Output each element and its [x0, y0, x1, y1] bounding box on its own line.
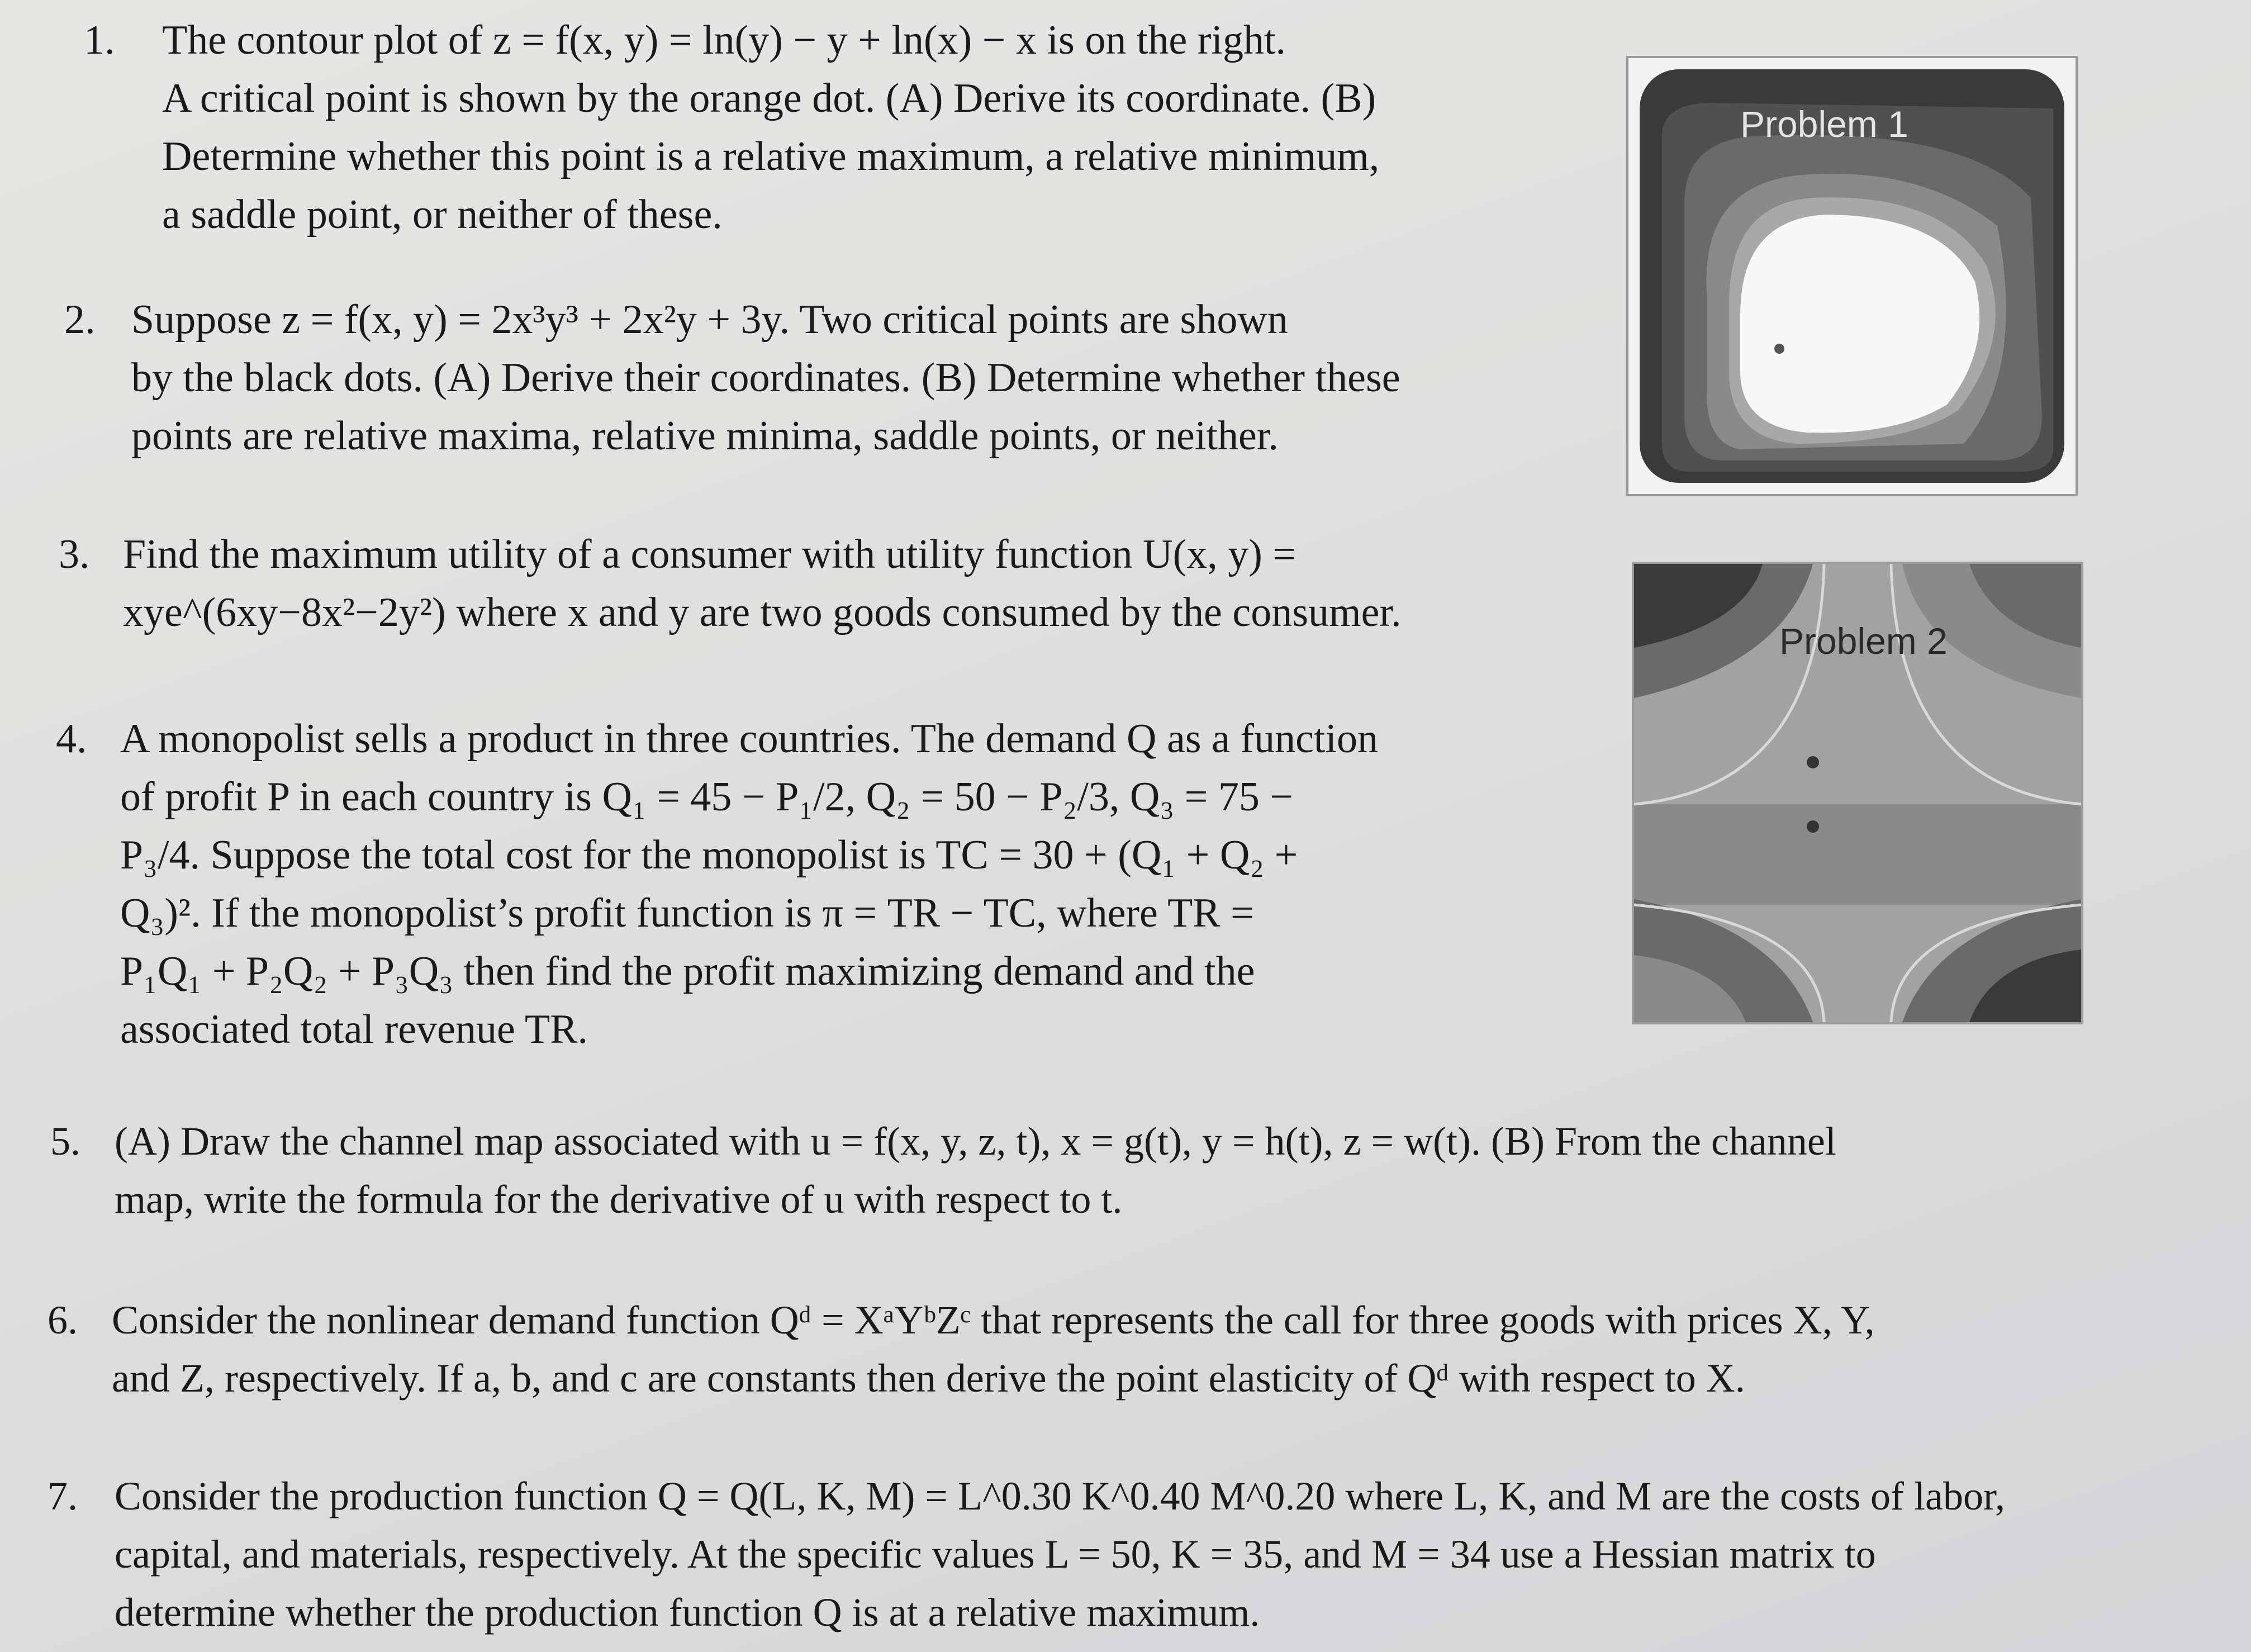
problem-1-line-2: A critical point is shown by the orange dot. (A) Derive its coordinate. (B) — [162, 75, 1376, 121]
critical-point-dot-2 — [1807, 820, 1819, 833]
critical-point-dot-1 — [1807, 756, 1819, 768]
problem-2-line-2: by the black dots. (A) Derive their coordinates. (B) Determine whether these — [131, 355, 1400, 401]
problem-7 — [48, 1467, 2188, 1641]
problem-4-line-3: P₃/4. Suppose the total cost for the monopolist is TC = 30 + (Q₁ + Q₂ + — [120, 832, 1298, 878]
problem-6-line-2: and Z, respectively. If a, b, and c are constants then derive the point elasticity of Qᵈ with respect to X. — [112, 1356, 1745, 1401]
problem-number: 4. — [56, 716, 87, 762]
problem-number: 5. — [50, 1119, 80, 1164]
problem-7-line-1: Consider the production function Q = Q(L, K, M) = L^0.30 K^0.40 M^0.20 where L, K, and M are the costs of labor, — [115, 1474, 2006, 1518]
problem-3 — [59, 525, 1523, 642]
problem-6 — [48, 1291, 2188, 1407]
problem-4-line-2: of profit P in each country is Q₁ = 45 − P₁/2, Q₂ = 50 − P₂/3, Q₃ = 75 − — [120, 774, 1294, 820]
figure-1-label: Problem 1 — [1740, 103, 1908, 145]
problem-number: 2. — [64, 297, 96, 343]
problem-1-line-4: a saddle point, or neither of these. — [162, 192, 723, 238]
problem-2-contour-plot — [1632, 562, 2083, 1024]
problem-4-line-5: P₁Q₁ + P₂Q₂ + P₃Q₃ then find the profit maximizing demand and the — [120, 948, 1255, 994]
problem-4-line-1: A monopolist sells a product in three countries. The demand Q as a function — [120, 716, 1379, 762]
problem-5-line-2: map, write the formula for the derivative of u with respect to t. — [115, 1177, 1123, 1222]
problem-6-line-1: Consider the nonlinear demand function Qᵈ = XᵃYᵇZᶜ that represents the call for three goods with prices X, Y, — [112, 1298, 1875, 1342]
problem-3-line-2: xye^(6xy−8x²−2y²) where x and y are two goods consumed by the consumer. — [123, 590, 1402, 635]
problem-2-line-3: points are relative maxima, relative minima, saddle points, or neither. — [131, 413, 1279, 459]
problem-number: 3. — [59, 531, 90, 577]
problem-5-line-1: (A) Draw the channel map associated with u = f(x, y, z, t), x = g(t), y = h(t), z = w(t). (B) From the channel — [115, 1119, 1836, 1164]
problem-7-line-3: determine whether the production function Q is at a relative maximum. — [115, 1590, 1260, 1635]
contour-region-center — [1740, 215, 1979, 433]
problem-number: 1. — [84, 17, 115, 63]
contour-band-middle — [1634, 804, 2081, 905]
problem-number: 7. — [48, 1474, 78, 1518]
problem-4-line-6: associated total revenue TR. — [120, 1007, 588, 1052]
problem-2 — [64, 291, 1528, 465]
problem-1-contour-plot — [1626, 56, 2078, 496]
problem-2-line-1: Suppose z = f(x, y) = 2x³y³ + 2x²y + 3y. Two critical points are shown — [131, 297, 1288, 343]
problem-4 — [56, 710, 1520, 1058]
problem-1 — [84, 11, 1548, 244]
figure-2-label: Problem 2 — [1779, 620, 1948, 662]
problem-4-line-4: Q₃)². If the monopolist’s profit function is π = TR − TC, where TR = — [120, 890, 1254, 936]
problem-1-line-3: Determine whether this point is a relative maximum, a relative minimum, — [162, 134, 1380, 179]
problem-5 — [50, 1112, 2191, 1228]
problem-1-line-1: The contour plot of z = f(x, y) = ln(y) − y + ln(x) − x is on the right. — [162, 17, 1286, 63]
problem-7-line-2: capital, and materials, respectively. At the specific values L = 50, K = 35, and M = 34 use a Hessian matrix to — [115, 1532, 1876, 1577]
problem-number: 6. — [48, 1298, 78, 1342]
problem-3-line-1: Find the maximum utility of a consumer with utility function U(x, y) = — [123, 531, 1297, 577]
critical-point-dot — [1774, 344, 1784, 354]
